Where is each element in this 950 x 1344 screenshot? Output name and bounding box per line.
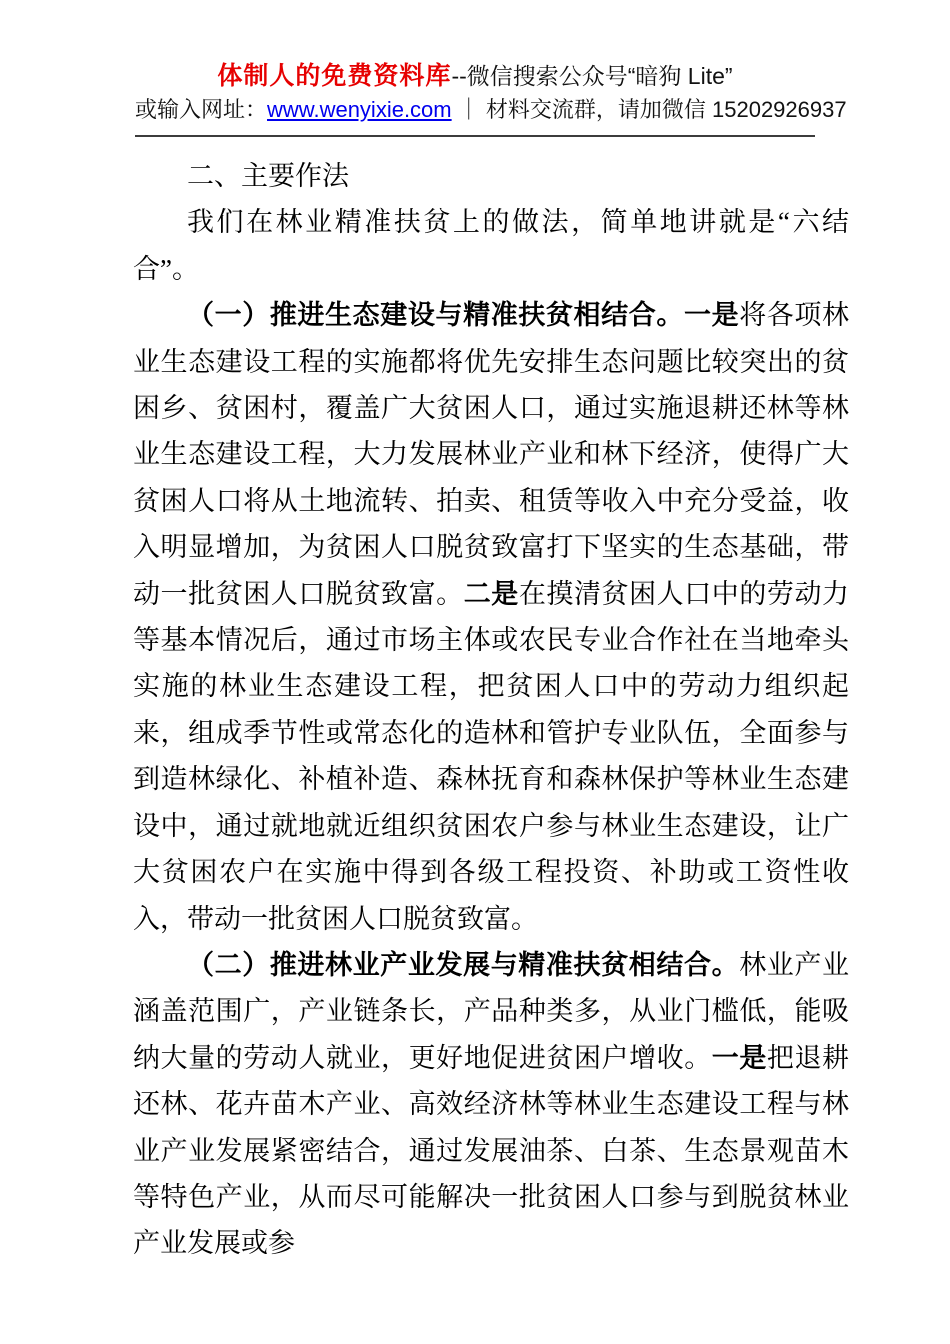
paragraph: [133, 153, 849, 199]
paragraph-run-bold: （一）推进生态建设与精准扶贫相结合。一是: [187, 300, 740, 331]
site-name: 体制人的免费资料库: [217, 62, 452, 90]
paragraph-run: 将各项林业生态建设工程的实施都将优先安排生态问题比较突出的贫困乡、贫困村，覆盖广大贫困人口，通过实施退耕还林等林业生态建设工程，大力发展林业产业和林下经济，使得广大贫困人口将从土地流转、拍卖、租赁等收入中充分受益，收入明显增加，为贫困人口脱贫致富打下坚实的生态基础，带动一批贫困人口脱贫致富。: [133, 300, 850, 609]
paragraph-run: 把退耕还林、花卉苗木产业、高效经济林等林业生态建设工程与林业产业发展紧密结合，通过发展油茶、白茶、生态景观苗木等特色产业，从而尽可能解决一批贫困人口参与到脱贫林业产业发展或参: [133, 1042, 850, 1259]
promo-header-line2: [135, 94, 847, 126]
paragraph-run: 林业产业涵盖范围广，产业链条长，产品种类多，从业门槛低，能吸纳大量的劳动人就业，更好地促进贫困户增收。: [133, 949, 850, 1073]
website-link[interactable]: www.wenyixie.com: [267, 97, 452, 122]
promo-header-line1: [135, 60, 815, 92]
url-prefix-label: 或输入网址：: [135, 97, 268, 122]
wechat-tagline: --微信搜索公众号“暗狗 Lite”: [451, 63, 733, 89]
paragraph-run-bold: 一是: [711, 1042, 767, 1073]
paragraph: [133, 942, 849, 1267]
promo-header: [135, 60, 847, 137]
paragraph-run-bold: 二是: [463, 578, 519, 609]
paragraph: [133, 292, 849, 942]
paragraph-run: 我们在林业精准扶贫上的做法，简单地讲就是“六结合”。: [133, 207, 849, 284]
separator-bar: ｜: [457, 97, 480, 122]
paragraph-run: 在摸清贫困人口中的劳动力等基本情况后，通过市场主体或农民专业合作社在当地牵头实施的林业生态建设工程，把贫困人口中的劳动力组织起来，组成季节性或常态化的造林和管护专业队伍，全面参与到造林绿化、补植补造、森林抚育和森林保护等林业生态建设中，通过就地就近组织贫困农户参与林业生态建设，让广大贫困农户在实施中得到各级工程投资、补助或工资性收入，带动一批贫困人口脱贫致富。: [133, 578, 850, 934]
paragraph: [133, 199, 849, 292]
paragraph-run: 二、主要作法: [187, 161, 349, 191]
paragraph-run-bold: （二）推进林业产业发展与精准扶贫相结合。: [187, 949, 740, 980]
wechat-contact-label: 材料交流群，请加微信 15202926937: [485, 97, 847, 122]
document-body: [133, 153, 849, 1267]
